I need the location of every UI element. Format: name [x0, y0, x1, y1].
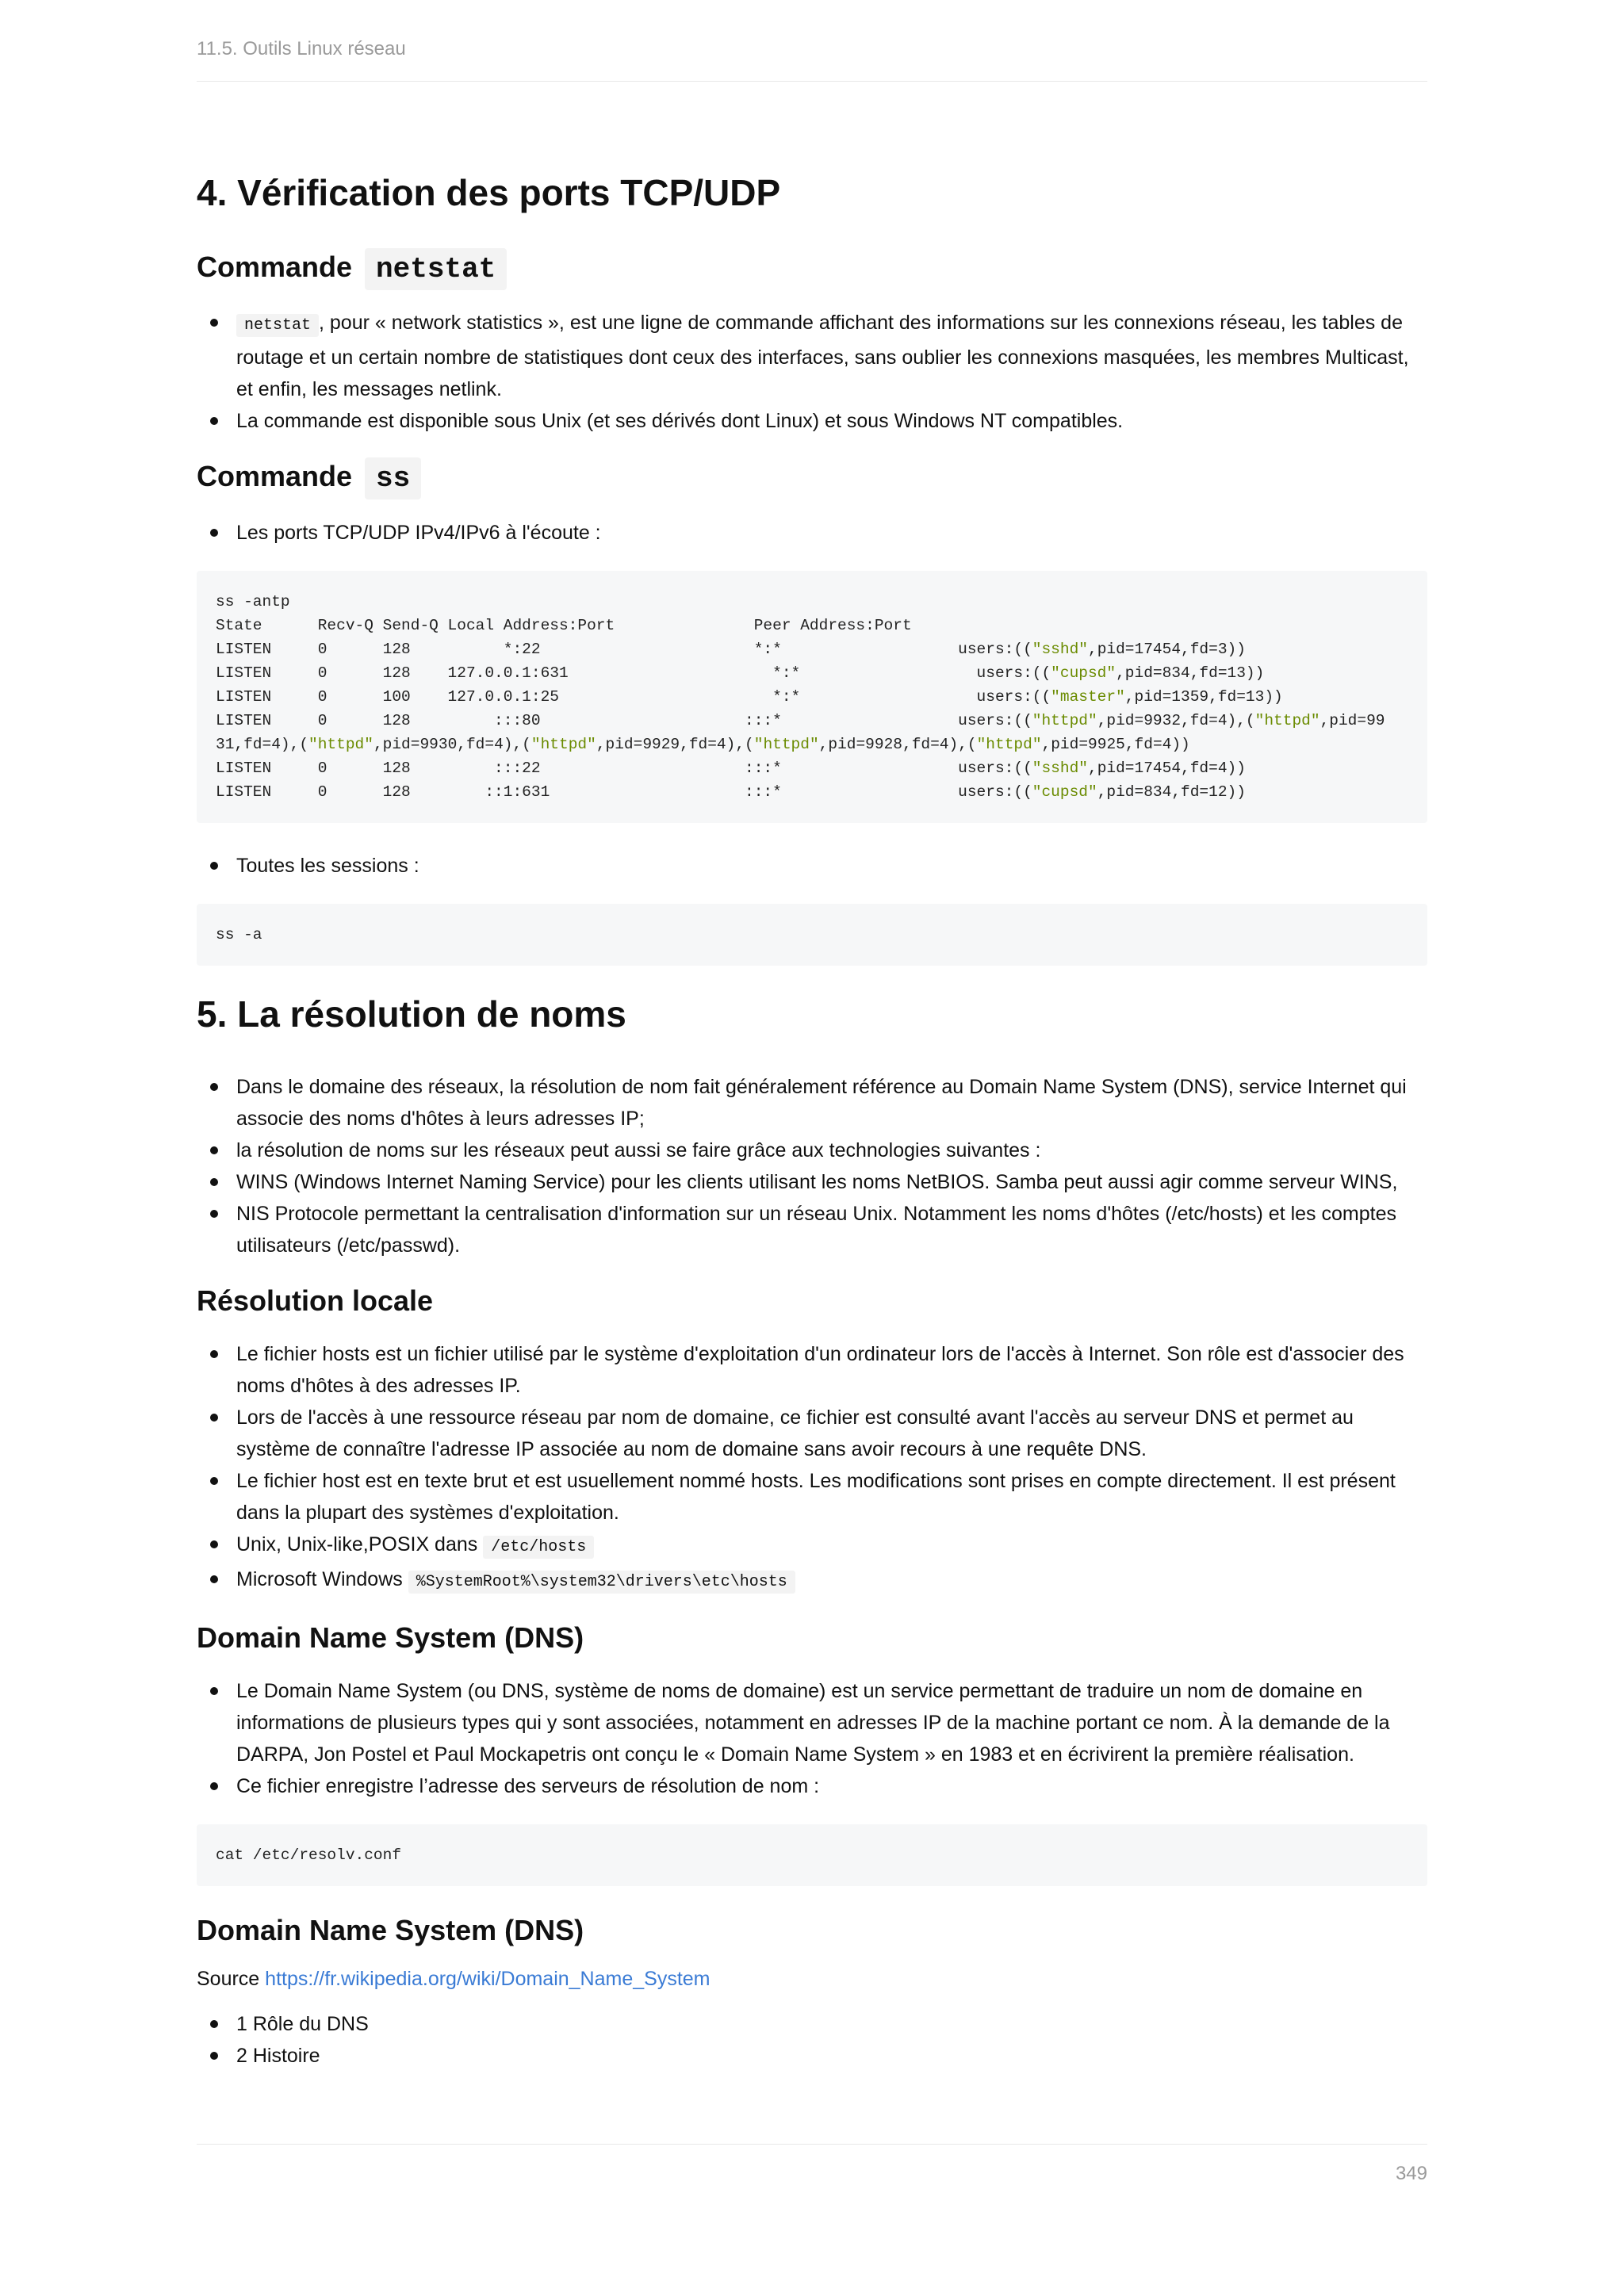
code-string: "httpd" [1254, 711, 1320, 729]
subsection-dns-heading: Domain Name System (DNS) [197, 1621, 584, 1654]
code-string: "cupsd" [1032, 783, 1097, 801]
section-title-ports: 4. Vérification des ports TCP/UDP [197, 172, 781, 213]
subsection-ss-heading [197, 459, 1427, 496]
heading-code: netstat [365, 248, 507, 290]
heading-text: Commande [197, 460, 353, 493]
list-item [236, 1563, 1427, 1598]
dns-toc-list [197, 2008, 1427, 2072]
source-line [197, 1968, 1427, 1991]
inline-code-windows-hosts: %SystemRoot%\system32\drivers\etc\hosts [408, 1571, 795, 1594]
code-text: ,pid=9928,fd=4),( [818, 735, 977, 753]
page-number: 349 [1395, 2163, 1427, 2184]
code-block-resolv-conf: cat /etc/resolv.conf [197, 1824, 1427, 1886]
code-block-ss-a: ss -a [197, 904, 1427, 966]
list-item: Ce fichier enregistre l’adresse des serveurs de résolution de nom : [236, 1770, 1427, 1802]
code-text: ,pid=9932,fd=4),( [1097, 711, 1255, 729]
code-line [216, 736, 1190, 753]
local-list [197, 1338, 1427, 1598]
code-block-ss-antp [197, 571, 1427, 823]
code-string: "httpd" [530, 735, 596, 753]
code-string: "httpd" [1032, 711, 1097, 729]
list-item-text: Unix, Unix-like,POSIX dans [236, 1533, 478, 1556]
list-item: 2 Histoire [236, 2040, 1427, 2072]
list-item: La commande est disponible sous Unix (et ses dérivés dont Linux) et sous Windows NT compatibles. [236, 405, 1427, 437]
code-text: LISTEN 0 128 :::80 :::* users:(( [216, 711, 1032, 729]
ss-sessions-list [197, 850, 1427, 882]
ss-listen-list [197, 517, 1427, 549]
subsection-dns-source-heading: Domain Name System (DNS) [197, 1914, 584, 1947]
list-item: 1 Rôle du DNS [236, 2008, 1427, 2040]
subsection-netstat-heading [197, 250, 1427, 286]
list-item: Les ports TCP/UDP IPv4/IPv6 à l'écoute : [236, 517, 1427, 549]
code-string: "sshd" [1032, 640, 1088, 658]
code-text: LISTEN 0 128 ::1:631 :::* users:(( [216, 783, 1032, 801]
list-item [236, 307, 1427, 405]
code-string: "httpd" [753, 735, 819, 753]
code-text: ss -antp [216, 592, 290, 610]
dns-list [197, 1675, 1427, 1802]
heading-text: Commande [197, 251, 353, 284]
code-line [216, 712, 1385, 729]
source-link[interactable]: https://fr.wikipedia.org/wiki/Domain_Name_System [265, 1968, 710, 1991]
list-item [236, 1529, 1427, 1563]
code-text: LISTEN 0 128 *:22 *:* users:(( [216, 640, 1032, 658]
code-text: ,pid=9929,fd=4),( [596, 735, 754, 753]
page-content [197, 171, 1427, 2094]
code-text: ,pid=9930,fd=4),( [373, 735, 531, 753]
code-text: ,pid=17454,fd=4)) [1088, 759, 1246, 777]
code-text: LISTEN 0 100 127.0.0.1:25 *:* users:(( [216, 687, 1051, 706]
code-text: ,pid=99 [1320, 711, 1385, 729]
source-label: Source [197, 1968, 260, 1991]
code-text: ,pid=834,fd=13)) [1116, 664, 1265, 682]
heading-code: ss [365, 457, 421, 499]
code-text: ,pid=17454,fd=3)) [1088, 640, 1246, 658]
list-item-text: Microsoft Windows [236, 1567, 403, 1590]
header-divider [197, 81, 1427, 82]
list-item: WINS (Windows Internet Naming Service) pour les clients utilisant les noms NetBIOS. Samba peut aussi agir comme serveur WINS, [236, 1166, 1427, 1198]
code-line [216, 783, 1246, 801]
code-text: State Recv-Q Send-Q Local Address:Port Peer Address:Port [216, 616, 912, 634]
list-item: NIS Protocole permettant la centralisation d'information sur un réseau Unix. Notamment les noms d'hôtes (/etc/hosts) et les comptes utilisateurs (/etc/passwd). [236, 1198, 1427, 1261]
list-item-text: , pour « network statistics », est une ligne de commande affichant des informations sur les connexions réseau, les tables de routage et un certain nombre de statistiques dont ceux des interfaces, sans oublier les connexions masquées, les membres Multicast, et enfin, les messages netlink. [236, 312, 1409, 401]
code-line [216, 664, 1264, 682]
subsection-local-heading: Résolution locale [197, 1284, 434, 1317]
code-text: ,pid=1359,fd=13)) [1124, 687, 1283, 706]
code-line [216, 688, 1283, 706]
names-list [197, 1071, 1427, 1261]
code-line [216, 617, 912, 634]
inline-code: netstat [236, 314, 319, 337]
code-line [216, 593, 290, 610]
code-string: "httpd" [976, 735, 1042, 753]
code-text: ,pid=9925,fd=4)) [1041, 735, 1190, 753]
inline-code-etc-hosts: /etc/hosts [483, 1536, 594, 1559]
list-item: Toutes les sessions : [236, 850, 1427, 882]
code-string: "cupsd" [1051, 664, 1116, 682]
list-item: Le fichier hosts est un fichier utilisé par le système d'exploitation d'un ordinateur lors de l'accès à Internet. Son rôle est d'associer des noms d'hôtes à des adresses IP. [236, 1338, 1427, 1402]
list-item: Lors de l'accès à une ressource réseau par nom de domaine, ce fichier est consulté avant l'accès au serveur DNS et permet au système de connaître l'adresse IP associée au nom de domaine sans avoir recours à une requête DNS. [236, 1402, 1427, 1465]
running-header: 11.5. Outils Linux réseau [197, 38, 406, 59]
code-text: 31,fd=4),( [216, 735, 309, 753]
code-text: LISTEN 0 128 :::22 :::* users:(( [216, 759, 1032, 777]
list-item: Dans le domaine des réseaux, la résolution de nom fait généralement référence au Domain Name System (DNS), service Internet qui associe des noms d'hôtes à leurs adresses IP; [236, 1071, 1427, 1135]
code-string: "httpd" [308, 735, 373, 753]
code-text: ,pid=834,fd=12)) [1097, 783, 1246, 801]
code-string: "sshd" [1032, 759, 1088, 777]
code-string: "master" [1051, 687, 1125, 706]
code-line [216, 760, 1246, 777]
footer-divider [197, 2144, 1427, 2145]
list-item: Le fichier host est en texte brut et est usuellement nommé hosts. Les modifications sont prises en compte directement. Il est présent dans la plupart des systèmes d'exploitation. [236, 1465, 1427, 1529]
netstat-list [197, 307, 1427, 437]
code-line [216, 641, 1246, 658]
list-item: Le Domain Name System (ou DNS, système de noms de domaine) est un service permettant de traduire un nom de domaine en informations de plusieurs types qui y sont associées, notamment en adresses IP de la machine portant ce nom. À la demande de la DARPA, Jon Postel et Paul Mockapetris ont conçu le « Domain Name System » en 1983 et en écrivirent la première réalisation. [236, 1675, 1427, 1770]
list-item: la résolution de noms sur les réseaux peut aussi se faire grâce aux technologies suivantes : [236, 1135, 1427, 1166]
section-title-names: 5. La résolution de noms [197, 993, 626, 1035]
code-text: LISTEN 0 128 127.0.0.1:631 *:* users:(( [216, 664, 1051, 682]
